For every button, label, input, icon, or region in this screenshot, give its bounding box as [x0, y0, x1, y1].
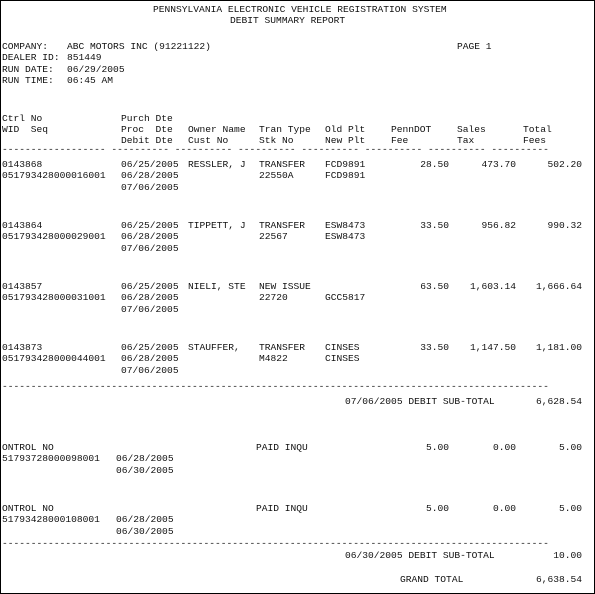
debit-date: 07/06/2005	[121, 304, 179, 315]
run-time-label: RUN TIME:	[2, 75, 54, 86]
total-fees: 502.20	[547, 159, 582, 170]
col-owner-name: Owner Name	[188, 124, 246, 135]
col-sales: Sales	[457, 124, 486, 135]
penndot-fee: 5.00	[425, 503, 449, 514]
old-plate: FCD9891	[325, 159, 366, 170]
total-fees: 990.32	[547, 220, 582, 231]
col-ctrl-no: Ctrl No	[2, 113, 43, 124]
stk-no: 22720	[259, 292, 288, 303]
sales-tax: 1,147.50	[469, 342, 516, 353]
owner-name: NIELI, STE	[188, 281, 246, 292]
debit-date: 06/30/2005	[116, 465, 174, 476]
dealer-id-value: 851449	[67, 52, 102, 63]
penndot-fee: 5.00	[425, 442, 449, 453]
new-plate: ESW8473	[325, 231, 366, 242]
ctrl-no: 0143868	[2, 159, 43, 170]
col-proc-dte: Proc Dte	[121, 124, 173, 135]
sales-tax: 473.70	[481, 159, 516, 170]
tran-type: NEW ISSUE	[259, 281, 311, 292]
wid-seq: 051793428000016001	[2, 170, 106, 181]
sales-tax: 956.82	[481, 220, 516, 231]
stk-no: M4822	[259, 353, 288, 364]
col-purch-dte: Purch Dte	[121, 113, 173, 124]
ctrl-no: ONTROL NO	[2, 503, 54, 514]
purch-date: 06/25/2005	[121, 281, 179, 292]
run-date-value: 06/29/2005	[67, 64, 125, 75]
col-cust-no: Cust No	[188, 135, 229, 146]
proc-date: 06/28/2005	[116, 453, 174, 464]
subtotal-label: 06/30/2005 DEBIT SUB-TOTAL	[345, 550, 495, 561]
wid-seq: 51793428000108001	[2, 514, 100, 525]
run-date-label: RUN DATE:	[2, 64, 54, 75]
col-tax: Tax	[457, 135, 475, 146]
total-fees: 1,666.64	[535, 281, 582, 292]
wid-seq: 051793428000031001	[2, 292, 106, 303]
purch-date: 06/25/2005	[121, 342, 179, 353]
col-stk-no: Stk No	[259, 135, 294, 146]
grand-total-value: 6,638.54	[535, 574, 582, 585]
wid-seq: 51793728000098001	[2, 453, 100, 464]
col-debit-dte: Debit Dte	[121, 135, 173, 146]
proc-date: 06/28/2005	[121, 231, 179, 242]
debit-date: 06/30/2005	[116, 526, 174, 537]
col-old-plt: Old Plt	[325, 124, 366, 135]
section-divider: -----------------------------------------------------------------------------------------------	[2, 381, 549, 392]
debit-date: 07/06/2005	[121, 182, 179, 193]
penndot-fee: 33.50	[420, 220, 449, 231]
penndot-fee: 33.50	[420, 342, 449, 353]
tran-type: TRANSFER	[259, 159, 306, 170]
subtotal-label: 07/06/2005 DEBIT SUB-TOTAL	[345, 396, 495, 407]
new-plate: CINSES	[325, 353, 360, 364]
sales-tax: 0.00	[492, 503, 516, 514]
owner-name: TIPPETT, J	[188, 220, 246, 231]
total-fees: 1,181.00	[535, 342, 582, 353]
tran-type: TRANSFER	[259, 220, 306, 231]
debit-date: 07/06/2005	[121, 365, 179, 376]
penndot-fee: 28.50	[420, 159, 449, 170]
grand-total-label: GRAND TOTAL	[400, 574, 464, 585]
ctrl-no: ONTROL NO	[2, 442, 54, 453]
sales-tax: 1,603.14	[469, 281, 516, 292]
ctrl-no: 0143873	[2, 342, 43, 353]
col-new-plt: New Plt	[325, 135, 366, 146]
old-plate: CINSES	[325, 342, 360, 353]
penndot-fee: 63.50	[420, 281, 449, 292]
new-plate: FCD9891	[325, 170, 366, 181]
col-fee: Fee	[391, 135, 409, 146]
tran-type: PAID INQU	[256, 442, 308, 453]
tran-type: PAID INQU	[256, 503, 308, 514]
tran-type: TRANSFER	[259, 342, 306, 353]
section-divider: -----------------------------------------------------------------------------------------------	[2, 538, 549, 549]
col-fees: Fees	[523, 135, 547, 146]
report-title: DEBIT SUMMARY REPORT	[230, 15, 346, 26]
purch-date: 06/25/2005	[121, 220, 179, 231]
ctrl-no: 0143864	[2, 220, 43, 231]
new-plate: GCC5817	[325, 292, 366, 303]
proc-date: 06/28/2005	[121, 353, 179, 364]
stk-no: 22567	[259, 231, 288, 242]
system-title: PENNSYLVANIA ELECTRONIC VEHICLE REGISTRATION SYSTEM	[153, 4, 447, 15]
company-label: COMPANY:	[2, 41, 49, 52]
subtotal-value: 6,628.54	[535, 396, 582, 407]
owner-name: STAUFFER,	[188, 342, 240, 353]
page-number: PAGE 1	[457, 41, 492, 52]
total-fees: 5.00	[558, 503, 582, 514]
owner-name: RESSLER, J	[188, 159, 246, 170]
col-wid-seq: WID Seq	[2, 124, 49, 135]
col-tran-type: Tran Type	[259, 124, 311, 135]
ctrl-no: 0143857	[2, 281, 43, 292]
total-fees: 5.00	[558, 442, 582, 453]
run-time-value: 06:45 AM	[67, 75, 114, 86]
subtotal-value: 10.00	[553, 550, 582, 561]
sales-tax: 0.00	[492, 442, 516, 453]
proc-date: 06/28/2005	[121, 170, 179, 181]
old-plate: ESW8473	[325, 220, 366, 231]
col-penndot: PennDOT	[391, 124, 432, 135]
proc-date: 06/28/2005	[121, 292, 179, 303]
col-total: Total	[523, 124, 552, 135]
wid-seq: 051793428000029001	[2, 231, 106, 242]
purch-date: 06/25/2005	[121, 159, 179, 170]
debit-date: 07/06/2005	[121, 243, 179, 254]
company-value: ABC MOTORS INC (91221122)	[67, 41, 211, 52]
stk-no: 22550A	[259, 170, 294, 181]
dealer-id-label: DEALER ID:	[2, 52, 60, 63]
proc-date: 06/28/2005	[116, 514, 174, 525]
header-underline: ------------------ ---------- ---------- ---------- ---------- ---------- ---------- ----------	[2, 144, 549, 155]
wid-seq: 051793428000044001	[2, 353, 106, 364]
